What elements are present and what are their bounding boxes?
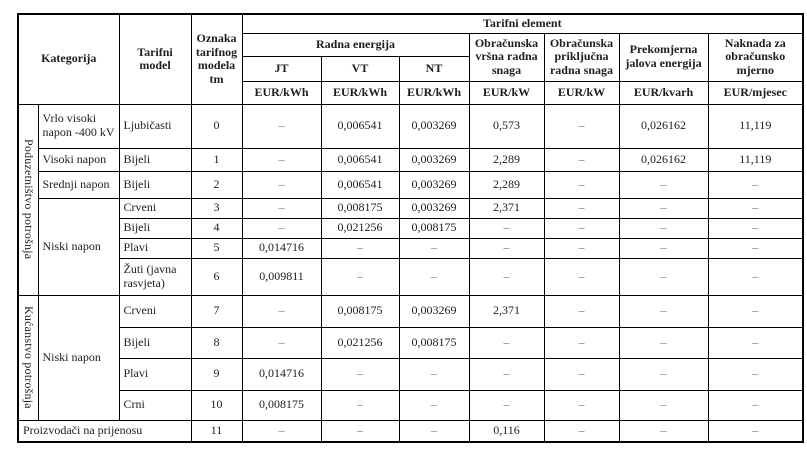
tariff-model-cell: Crveni bbox=[119, 198, 191, 218]
value-cell-jt: – bbox=[242, 295, 321, 327]
value-cell-nt: – bbox=[399, 390, 469, 420]
table-row bbox=[18, 218, 803, 238]
value-cell-naknada: – bbox=[708, 171, 803, 198]
header-vrsna-snaga: Obračunska vršna radna snaga bbox=[469, 33, 544, 81]
header-vt: VT bbox=[321, 56, 399, 81]
value-cell-jt: – bbox=[242, 327, 321, 358]
header-jalova-energija: Prekomjerna jalova energija bbox=[619, 33, 708, 81]
value-cell-jt: – bbox=[242, 420, 321, 442]
tariff-model-cell: Žuti (javna rasvjeta) bbox=[119, 258, 191, 295]
value-cell-nt: – bbox=[399, 258, 469, 295]
value-cell-jalova: – bbox=[619, 218, 708, 238]
value-cell-vt: – bbox=[321, 358, 399, 390]
value-cell-naknada: 11,119 bbox=[708, 104, 803, 148]
tariff-model-cell: Bijeli bbox=[119, 148, 191, 171]
value-cell-vrsna: 2,371 bbox=[469, 198, 544, 218]
table-row bbox=[18, 198, 803, 218]
value-cell-jalova: – bbox=[619, 198, 708, 218]
unit-nt: EUR/kWh bbox=[399, 81, 469, 104]
producers-label-cell: Proizvodači na prijenosu bbox=[18, 420, 191, 442]
value-cell-nt: 0,003269 bbox=[399, 148, 469, 171]
value-cell-vt: 0,006541 bbox=[321, 104, 399, 148]
value-cell-prikljucna: – bbox=[544, 148, 619, 171]
value-cell-naknada: – bbox=[708, 327, 803, 358]
value-cell-vrsna: 0,116 bbox=[469, 420, 544, 442]
value-cell-jt: 0,009811 bbox=[242, 258, 321, 295]
value-cell-jt: – bbox=[242, 198, 321, 218]
value-cell-prikljucna: – bbox=[544, 258, 619, 295]
value-cell-nt: 0,003269 bbox=[399, 295, 469, 327]
header-oznaka-tm: Oznaka tarifnog modela tm bbox=[191, 14, 242, 104]
tm-code-cell: 10 bbox=[191, 390, 242, 420]
tm-code-cell: 8 bbox=[191, 327, 242, 358]
value-cell-vrsna: 0,573 bbox=[469, 104, 544, 148]
value-cell-naknada: – bbox=[708, 218, 803, 238]
table-row bbox=[18, 295, 803, 327]
value-cell-naknada: – bbox=[708, 238, 803, 258]
value-cell-prikljucna: – bbox=[544, 358, 619, 390]
value-cell-jalova: – bbox=[619, 390, 708, 420]
value-cell-vrsna: 2,289 bbox=[469, 148, 544, 171]
table-row bbox=[18, 104, 803, 148]
value-cell-nt: 0,003269 bbox=[399, 171, 469, 198]
value-cell-naknada: – bbox=[708, 420, 803, 442]
voltage-level-cell: Vrlo visoki napon -400 kV bbox=[38, 104, 119, 148]
value-cell-vrsna: – bbox=[469, 218, 544, 238]
header-naknada: Naknada za obračunsko mjerno bbox=[708, 33, 803, 81]
voltage-level-cell: Visoki napon bbox=[38, 148, 119, 171]
value-cell-jalova: – bbox=[619, 327, 708, 358]
tariff-model-cell: Plavi bbox=[119, 358, 191, 390]
tm-code-cell: 9 bbox=[191, 358, 242, 390]
value-cell-nt: 0,008175 bbox=[399, 327, 469, 358]
header-prikljucna-snaga: Obračunska priključna radna snaga bbox=[544, 33, 619, 81]
header-jt: JT bbox=[242, 56, 321, 81]
tm-code-cell: 2 bbox=[191, 171, 242, 198]
value-cell-vrsna: – bbox=[469, 327, 544, 358]
value-cell-vrsna: – bbox=[469, 358, 544, 390]
value-cell-prikljucna: – bbox=[544, 238, 619, 258]
table-row bbox=[18, 327, 803, 358]
value-cell-jalova: – bbox=[619, 420, 708, 442]
value-cell-vt: – bbox=[321, 420, 399, 442]
unit-jt: EUR/kWh bbox=[242, 81, 321, 104]
unit-jalova: EUR/kvarh bbox=[619, 81, 708, 104]
value-cell-jalova: – bbox=[619, 358, 708, 390]
category-group-cell: Poduzetništvo potrošnja bbox=[18, 104, 38, 295]
tariff-model-cell: Ljubičasti bbox=[119, 104, 191, 148]
unit-vt: EUR/kWh bbox=[321, 81, 399, 104]
voltage-level-cell: Niski napon bbox=[38, 295, 119, 420]
tm-code-cell: 0 bbox=[191, 104, 242, 148]
tariff-model-cell: Crveni bbox=[119, 295, 191, 327]
header-kategorija: Kategorija bbox=[18, 14, 119, 104]
value-cell-vrsna: – bbox=[469, 238, 544, 258]
value-cell-vt: 0,006541 bbox=[321, 148, 399, 171]
value-cell-prikljucna: – bbox=[544, 327, 619, 358]
value-cell-naknada: – bbox=[708, 358, 803, 390]
value-cell-jt: 0,008175 bbox=[242, 390, 321, 420]
value-cell-vt: – bbox=[321, 238, 399, 258]
value-cell-nt: 0,003269 bbox=[399, 198, 469, 218]
table-row bbox=[18, 171, 803, 198]
value-cell-jt: – bbox=[242, 148, 321, 171]
value-cell-jalova: 0,026162 bbox=[619, 148, 708, 171]
value-cell-vrsna: – bbox=[469, 390, 544, 420]
value-cell-prikljucna: – bbox=[544, 104, 619, 148]
tm-code-cell: 7 bbox=[191, 295, 242, 327]
value-cell-jt: – bbox=[242, 171, 321, 198]
tariff-table-container bbox=[17, 13, 804, 443]
value-cell-vt: – bbox=[321, 390, 399, 420]
value-cell-prikljucna: – bbox=[544, 295, 619, 327]
tariff-model-cell: Plavi bbox=[119, 238, 191, 258]
tm-code-cell: 5 bbox=[191, 238, 242, 258]
table-row bbox=[18, 390, 803, 420]
tm-code-cell: 11 bbox=[191, 420, 242, 442]
value-cell-prikljucna: – bbox=[544, 390, 619, 420]
value-cell-naknada: 11,119 bbox=[708, 148, 803, 171]
value-cell-prikljucna: – bbox=[544, 198, 619, 218]
value-cell-jalova: – bbox=[619, 295, 708, 327]
tm-code-cell: 6 bbox=[191, 258, 242, 295]
tariff-model-cell: Bijeli bbox=[119, 218, 191, 238]
value-cell-jalova: – bbox=[619, 238, 708, 258]
value-cell-naknada: – bbox=[708, 295, 803, 327]
category-group-cell: Kućanstvo potrošnja bbox=[18, 295, 38, 420]
value-cell-naknada: – bbox=[708, 198, 803, 218]
value-cell-vt: – bbox=[321, 258, 399, 295]
tariff-model-cell: Bijeli bbox=[119, 171, 191, 198]
value-cell-vt: 0,021256 bbox=[321, 218, 399, 238]
tariff-model-cell: Bijeli bbox=[119, 327, 191, 358]
table-row bbox=[18, 148, 803, 171]
value-cell-nt: – bbox=[399, 420, 469, 442]
table-row bbox=[18, 420, 803, 442]
value-cell-nt: 0,003269 bbox=[399, 104, 469, 148]
table-row bbox=[18, 358, 803, 390]
value-cell-nt: – bbox=[399, 358, 469, 390]
header-tarifni-element: Tarifni element bbox=[242, 14, 803, 33]
value-cell-prikljucna: – bbox=[544, 218, 619, 238]
table-row bbox=[18, 258, 803, 295]
value-cell-vrsna: – bbox=[469, 258, 544, 295]
value-cell-prikljucna: – bbox=[544, 171, 619, 198]
value-cell-naknada: – bbox=[708, 258, 803, 295]
value-cell-jt: 0,014716 bbox=[242, 238, 321, 258]
header-radna-energija: Radna energija bbox=[242, 33, 469, 56]
value-cell-vt: 0,006541 bbox=[321, 171, 399, 198]
value-cell-nt: 0,008175 bbox=[399, 218, 469, 238]
tariff-table bbox=[17, 13, 804, 443]
value-cell-jalova: – bbox=[619, 258, 708, 295]
table-row bbox=[18, 238, 803, 258]
value-cell-prikljucna: – bbox=[544, 420, 619, 442]
value-cell-naknada: – bbox=[708, 390, 803, 420]
value-cell-jalova: – bbox=[619, 171, 708, 198]
tm-code-cell: 1 bbox=[191, 148, 242, 171]
header-nt: NT bbox=[399, 56, 469, 81]
tariff-model-cell: Crni bbox=[119, 390, 191, 420]
value-cell-vrsna: 2,371 bbox=[469, 295, 544, 327]
unit-naknada: EUR/mjesec bbox=[708, 81, 803, 104]
value-cell-jt: – bbox=[242, 104, 321, 148]
unit-vrsna: EUR/kW bbox=[469, 81, 544, 104]
value-cell-vt: 0,008175 bbox=[321, 198, 399, 218]
unit-prikljucna: EUR/kW bbox=[544, 81, 619, 104]
value-cell-vt: 0,021256 bbox=[321, 327, 399, 358]
value-cell-jt: – bbox=[242, 218, 321, 238]
value-cell-jt: 0,014716 bbox=[242, 358, 321, 390]
value-cell-nt: – bbox=[399, 238, 469, 258]
value-cell-jalova: 0,026162 bbox=[619, 104, 708, 148]
value-cell-vrsna: 2,289 bbox=[469, 171, 544, 198]
voltage-level-cell: Srednji napon bbox=[38, 171, 119, 198]
tm-code-cell: 3 bbox=[191, 198, 242, 218]
value-cell-vt: 0,008175 bbox=[321, 295, 399, 327]
header-tarifni-model: Tarifni model bbox=[119, 14, 191, 104]
tm-code-cell: 4 bbox=[191, 218, 242, 238]
voltage-level-cell: Niski napon bbox=[38, 198, 119, 295]
